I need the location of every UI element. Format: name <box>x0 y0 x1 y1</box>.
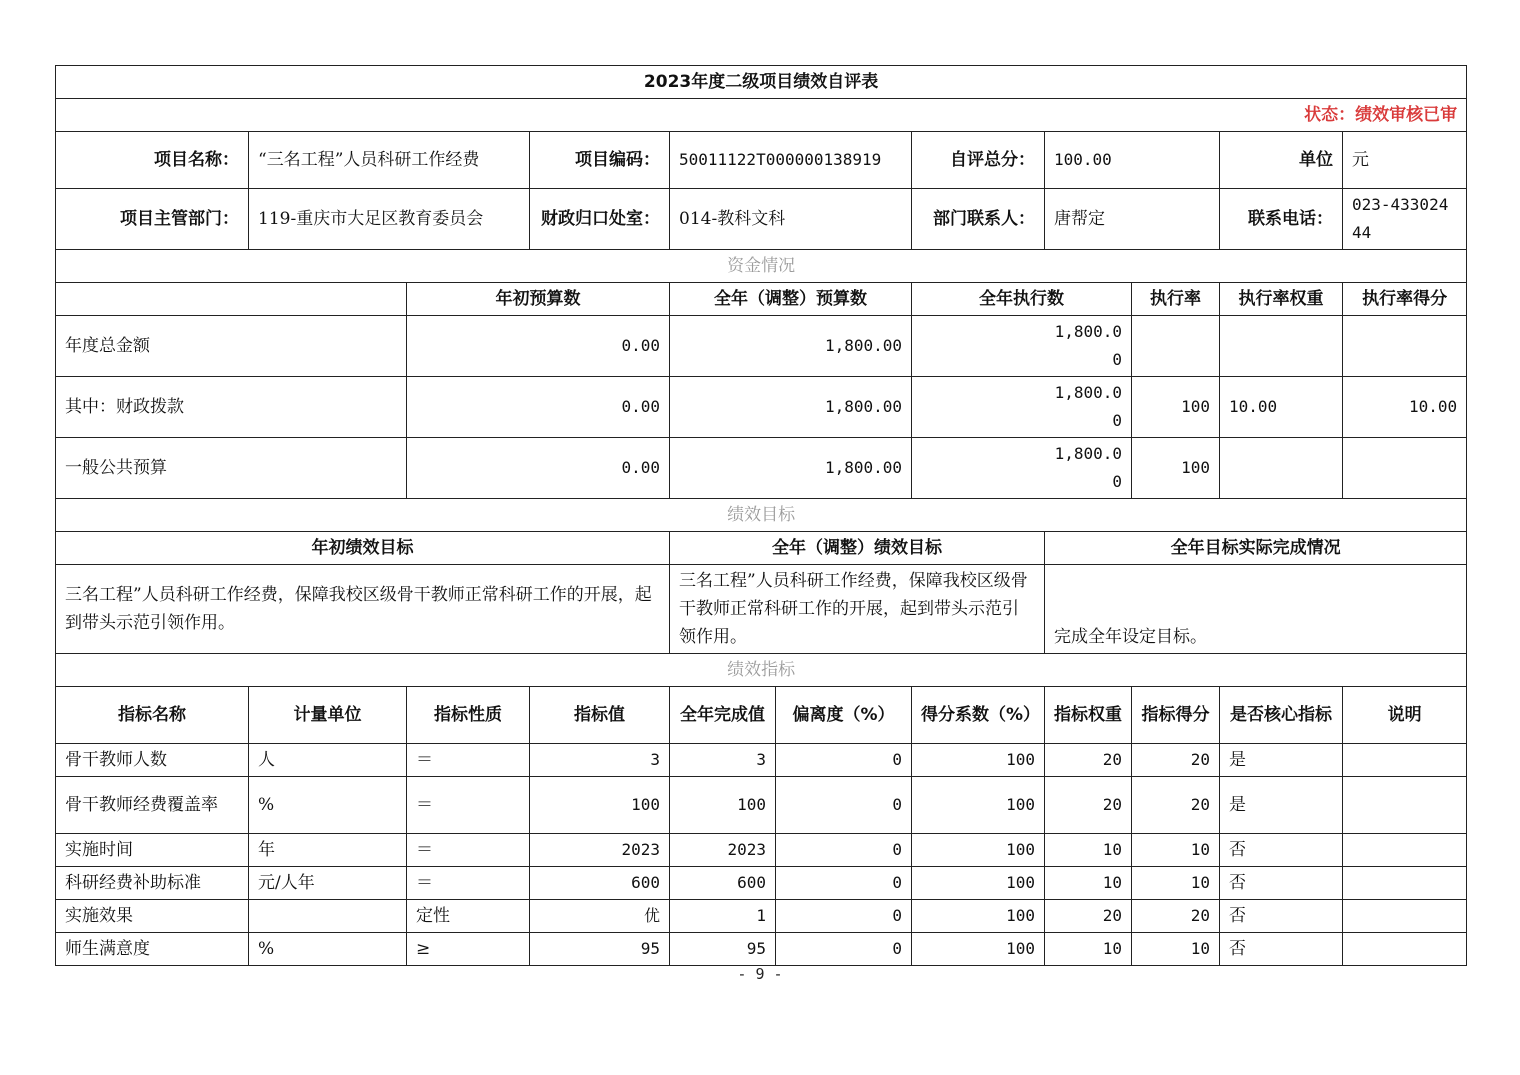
funds-row <box>56 438 1467 499</box>
funds-row-rate <box>1132 316 1220 377</box>
contact-value: 唐帮定 <box>1045 189 1220 250</box>
ind-actual: 600 <box>670 867 776 900</box>
goals-header-adjusted: 全年（调整）绩效目标 <box>670 532 1045 565</box>
ind-header-coef: 得分系数（%） <box>912 687 1045 744</box>
ind-coef: 100 <box>912 900 1045 933</box>
ind-header-name: 指标名称 <box>56 687 249 744</box>
ind-core: 否 <box>1220 900 1343 933</box>
phone-label: 联系电话： <box>1220 189 1343 250</box>
indicator-row <box>56 900 1467 933</box>
ind-nature: ≥ <box>407 933 530 966</box>
ind-nature: 定性 <box>407 900 530 933</box>
funds-row-weight <box>1220 316 1343 377</box>
funds-row-score <box>1343 316 1467 377</box>
ind-name: 师生满意度 <box>56 933 249 966</box>
ind-header-actual: 全年完成值 <box>670 687 776 744</box>
ind-core: 是 <box>1220 744 1343 777</box>
ind-unit: % <box>249 933 407 966</box>
dept-label: 项目主管部门： <box>56 189 249 250</box>
ind-actual: 100 <box>670 777 776 834</box>
ind-coef: 100 <box>912 777 1045 834</box>
funds-row-score: 10.00 <box>1343 377 1467 438</box>
ind-coef: 100 <box>912 867 1045 900</box>
ind-score: 10 <box>1132 933 1220 966</box>
funds-row-executed: 1,800.00 <box>912 438 1132 499</box>
ind-name: 骨干教师经费覆盖率 <box>56 777 249 834</box>
ind-coef: 100 <box>912 834 1045 867</box>
ind-weight: 10 <box>1045 834 1132 867</box>
ind-header-deviation: 偏离度（%） <box>776 687 912 744</box>
contact-label: 部门联系人： <box>912 189 1045 250</box>
ind-header-nature: 指标性质 <box>407 687 530 744</box>
funds-row <box>56 316 1467 377</box>
funds-row-executed: 1,800.00 <box>912 316 1132 377</box>
goals-header-initial: 年初绩效目标 <box>56 532 670 565</box>
project-code-value: 50011122T000000138919 <box>670 132 912 189</box>
goals-section-title: 绩效目标 <box>56 499 1467 532</box>
indicator-row <box>56 777 1467 834</box>
goal-actual-text: 完成全年设定目标。 <box>1045 565 1467 654</box>
funds-row-adjusted: 1,800.00 <box>670 316 912 377</box>
ind-target: 2023 <box>530 834 670 867</box>
ind-score: 20 <box>1132 900 1220 933</box>
goals-header-actual: 全年目标实际完成情况 <box>1045 532 1467 565</box>
finance-label: 财政归口处室： <box>530 189 670 250</box>
ind-score: 20 <box>1132 777 1220 834</box>
ind-score: 20 <box>1132 744 1220 777</box>
indicators-section-title: 绩效指标 <box>56 654 1467 687</box>
ind-target: 100 <box>530 777 670 834</box>
ind-unit: % <box>249 777 407 834</box>
ind-unit: 人 <box>249 744 407 777</box>
funds-row-rate: 100 <box>1132 438 1220 499</box>
ind-weight: 10 <box>1045 933 1132 966</box>
indicator-row <box>56 933 1467 966</box>
ind-target: 3 <box>530 744 670 777</box>
ind-core: 是 <box>1220 777 1343 834</box>
unit-value: 元 <box>1343 132 1467 189</box>
dept-value: 119-重庆市大足区教育委员会 <box>249 189 530 250</box>
ind-target: 95 <box>530 933 670 966</box>
ind-actual: 2023 <box>670 834 776 867</box>
ind-coef: 100 <box>912 744 1045 777</box>
score-value: 100.00 <box>1045 132 1220 189</box>
ind-deviation: 0 <box>776 834 912 867</box>
ind-note <box>1343 867 1467 900</box>
ind-score: 10 <box>1132 867 1220 900</box>
ind-nature: ＝ <box>407 744 530 777</box>
finance-value: 014-教科文科 <box>670 189 912 250</box>
funds-row-adjusted: 1,800.00 <box>670 438 912 499</box>
funds-row-weight <box>1220 438 1343 499</box>
ind-deviation: 0 <box>776 900 912 933</box>
funds-row-name: 年度总金额 <box>56 316 407 377</box>
funds-row-initial: 0.00 <box>407 316 670 377</box>
ind-weight: 10 <box>1045 867 1132 900</box>
ind-note <box>1343 933 1467 966</box>
funds-header-executed: 全年执行数 <box>912 283 1132 316</box>
ind-deviation: 0 <box>776 744 912 777</box>
funds-row-executed: 1,800.00 <box>912 377 1132 438</box>
indicator-row <box>56 834 1467 867</box>
ind-unit <box>249 900 407 933</box>
table-title: 2023年度二级项目绩效自评表 <box>56 66 1467 99</box>
ind-note <box>1343 777 1467 834</box>
funds-row-initial: 0.00 <box>407 438 670 499</box>
ind-header-weight: 指标权重 <box>1045 687 1132 744</box>
ind-nature: ＝ <box>407 777 530 834</box>
funds-header-adjusted: 全年（调整）预算数 <box>670 283 912 316</box>
funds-row <box>56 377 1467 438</box>
project-name-label: 项目名称： <box>56 132 249 189</box>
funds-row-weight: 10.00 <box>1220 377 1343 438</box>
ind-deviation: 0 <box>776 933 912 966</box>
phone-value: 023-43302444 <box>1343 189 1467 250</box>
ind-note <box>1343 834 1467 867</box>
ind-deviation: 0 <box>776 867 912 900</box>
ind-unit: 年 <box>249 834 407 867</box>
ind-score: 10 <box>1132 834 1220 867</box>
ind-header-score: 指标得分 <box>1132 687 1220 744</box>
funds-header-weight: 执行率权重 <box>1220 283 1343 316</box>
ind-header-target: 指标值 <box>530 687 670 744</box>
ind-header-core: 是否核心指标 <box>1220 687 1343 744</box>
goal-initial-text: 三名工程”人员科研工作经费，保障我校区级骨干教师正常科研工作的开展，起到带头示范引领作用。 <box>56 565 670 654</box>
indicator-row <box>56 867 1467 900</box>
ind-coef: 100 <box>912 933 1045 966</box>
ind-name: 实施效果 <box>56 900 249 933</box>
ind-name: 骨干教师人数 <box>56 744 249 777</box>
project-name-value: “三名工程”人员科研工作经费 <box>249 132 530 189</box>
unit-label: 单位 <box>1220 132 1343 189</box>
ind-actual: 95 <box>670 933 776 966</box>
ind-core: 否 <box>1220 933 1343 966</box>
project-code-label: 项目编码： <box>530 132 670 189</box>
goal-adjusted-text: 三名工程”人员科研工作经费，保障我校区级骨干教师正常科研工作的开展，起到带头示范引领作用。 <box>670 565 1045 654</box>
ind-target: 优 <box>530 900 670 933</box>
funds-row-name: 其中：财政拨款 <box>56 377 407 438</box>
ind-unit: 元/人年 <box>249 867 407 900</box>
funds-row-score <box>1343 438 1467 499</box>
performance-table <box>55 65 1467 966</box>
score-label: 自评总分： <box>912 132 1045 189</box>
funds-section-title: 资金情况 <box>56 250 1467 283</box>
ind-target: 600 <box>530 867 670 900</box>
ind-name: 科研经费补助标准 <box>56 867 249 900</box>
ind-nature: ＝ <box>407 867 530 900</box>
page-number: - 9 - <box>737 965 783 983</box>
ind-weight: 20 <box>1045 900 1132 933</box>
ind-nature: ＝ <box>407 834 530 867</box>
ind-weight: 20 <box>1045 777 1132 834</box>
funds-header-score: 执行率得分 <box>1343 283 1467 316</box>
ind-weight: 20 <box>1045 744 1132 777</box>
ind-header-note: 说明 <box>1343 687 1467 744</box>
funds-header-initial: 年初预算数 <box>407 283 670 316</box>
funds-header-blank <box>56 283 407 316</box>
status-badge: 状态：绩效审核已审 <box>56 99 1467 132</box>
funds-row-name: 一般公共预算 <box>56 438 407 499</box>
ind-name: 实施时间 <box>56 834 249 867</box>
indicator-row <box>56 744 1467 777</box>
ind-note <box>1343 900 1467 933</box>
funds-row-rate: 100 <box>1132 377 1220 438</box>
ind-core: 否 <box>1220 834 1343 867</box>
ind-note <box>1343 744 1467 777</box>
funds-row-initial: 0.00 <box>407 377 670 438</box>
funds-header-rate: 执行率 <box>1132 283 1220 316</box>
ind-actual: 3 <box>670 744 776 777</box>
ind-deviation: 0 <box>776 777 912 834</box>
ind-header-unit: 计量单位 <box>249 687 407 744</box>
ind-core: 否 <box>1220 867 1343 900</box>
ind-actual: 1 <box>670 900 776 933</box>
funds-row-adjusted: 1,800.00 <box>670 377 912 438</box>
